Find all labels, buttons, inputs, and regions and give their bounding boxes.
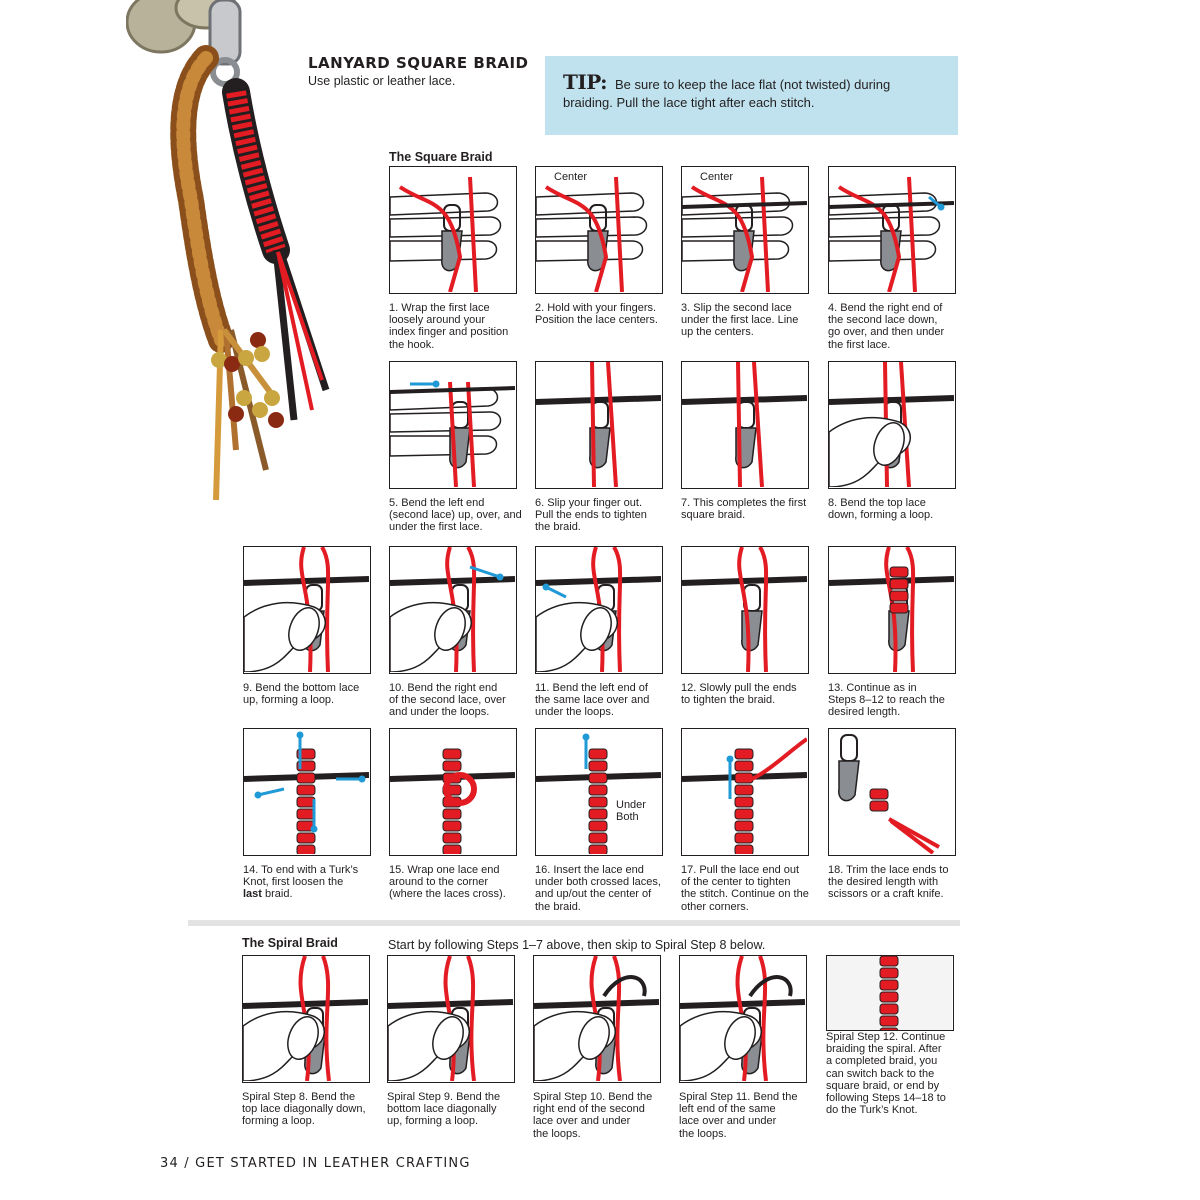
square-step-caption-7: 7. This completes the first square braid. (681, 497, 807, 522)
page-footer: 34 / GET STARTED IN LEATHER CRAFTING (160, 1156, 471, 1171)
square-step-illustration-3 (681, 166, 809, 294)
square-braid-heading: The Square Braid (389, 150, 493, 164)
square-step-caption-16: 16. Insert the lace end under both crossed laces, and up/out the center of the braid. (535, 864, 661, 913)
square-step-illustration-6 (535, 361, 663, 489)
square-step-caption-14: 14. To end with a Turk’s Knot, first loosen the last braid. (243, 864, 359, 901)
square-step-caption-11: 11. Bend the left end of the same lace over and under the loops. (535, 682, 650, 719)
spiral-step-caption-1: Spiral Step 8. Bend the top lace diagonally down, forming a loop. (242, 1091, 366, 1128)
square-step-caption-13: 13. Continue as in Steps 8–12 to reach the desired length. (828, 682, 945, 719)
square-step-illustration-13 (828, 546, 956, 674)
tip-label: TIP: (563, 70, 607, 94)
square-step-caption-17: 17. Pull the lace end out of the center to tighten the stitch. Continue on the other corners. (681, 864, 809, 913)
square-step-illustration-8 (828, 361, 956, 489)
square-step-illustration-14 (243, 728, 371, 856)
spiral-step-caption-2: Spiral Step 9. Bend the bottom lace diagonally up, forming a loop. (387, 1091, 501, 1128)
square-step-illustration-18 (828, 728, 956, 856)
spiral-braid-heading: The Spiral Braid (242, 936, 338, 950)
square-step-illustration-9 (243, 546, 371, 674)
section-divider (188, 920, 960, 926)
square-step-caption-10: 10. Bend the right end of the second lace, over and under the loops. (389, 682, 506, 719)
square-step-caption-8: 8. Bend the top lace down, forming a loop. (828, 497, 934, 522)
page-title: LANYARD SQUARE BRAID (308, 54, 529, 72)
square-step-caption-3: 3. Slip the second lace under the first lace. Line up the centers. (681, 302, 799, 339)
square-step-illustration-label-3: Center (700, 171, 734, 183)
spiral-step-caption-4: Spiral Step 11. Bend the left end of the same lace over and under the loops. (679, 1091, 798, 1140)
square-step-illustration-1 (389, 166, 517, 294)
square-step-illustration-16 (535, 728, 663, 856)
square-step-illustration-5 (389, 361, 517, 489)
square-step-illustration-4 (828, 166, 956, 294)
square-step-caption-5: 5. Bend the left end (second lace) up, over, and under the first lace. (389, 497, 522, 534)
square-step-caption-2: 2. Hold with your fingers. Position the lace centers. (535, 302, 658, 327)
spiral-step-illustration-5 (826, 955, 954, 1031)
square-step-caption-1: 1. Wrap the first lace loosely around your index finger and position the hook. (389, 302, 509, 351)
spiral-step-illustration-1 (242, 955, 370, 1083)
square-step-illustration-label-16: Under Both (616, 799, 646, 823)
square-step-illustration-label-2: Center (554, 171, 588, 183)
square-step-illustration-2 (535, 166, 663, 294)
square-step-caption-12: 12. Slowly pull the ends to tighten the braid. (681, 682, 797, 707)
square-step-illustration-17 (681, 728, 809, 856)
page-subtitle: Use plastic or leather lace. (308, 74, 456, 88)
spiral-step-illustration-2 (387, 955, 515, 1083)
spiral-step-illustration-3 (533, 955, 661, 1083)
spiral-step-illustration-4 (679, 955, 807, 1083)
square-step-caption-6: 6. Slip your finger out. Pull the ends to tighten the braid. (535, 497, 647, 534)
spiral-step-caption-3: Spiral Step 10. Bend the right end of the second lace over and under the loops. (533, 1091, 653, 1140)
spiral-step-caption-5: Spiral Step 12. Continue braiding the spiral. After a completed braid, you can switch back to the square braid, or end by following Steps 14–18 to do the Turk’s Knot. (826, 1031, 946, 1117)
square-step-illustration-7 (681, 361, 809, 489)
square-step-illustration-12 (681, 546, 809, 674)
square-step-caption-18: 18. Trim the lace ends to the desired length with scissors or a craft knife. (828, 864, 949, 901)
square-step-caption-15: 15. Wrap one lace end around to the corner (where the laces cross). (389, 864, 506, 901)
square-step-caption-emphasis-14: last (243, 888, 262, 901)
square-step-illustration-15 (389, 728, 517, 856)
square-step-caption-4: 4. Bend the right end of the second lace down, go over, and then under the first lace. (828, 302, 945, 351)
spiral-braid-intro: Start by following Steps 1–7 above, then skip to Spiral Step 8 below. (388, 938, 766, 952)
square-step-illustration-11 (535, 546, 663, 674)
square-step-caption-9: 9. Bend the bottom lace up, forming a loop. (243, 682, 360, 707)
square-step-illustration-10 (389, 546, 517, 674)
tip-box (545, 56, 958, 135)
tip-text: Be sure to keep the lace flat (not twisted) during braiding. Pull the lace tight after each stitch. (563, 77, 891, 110)
